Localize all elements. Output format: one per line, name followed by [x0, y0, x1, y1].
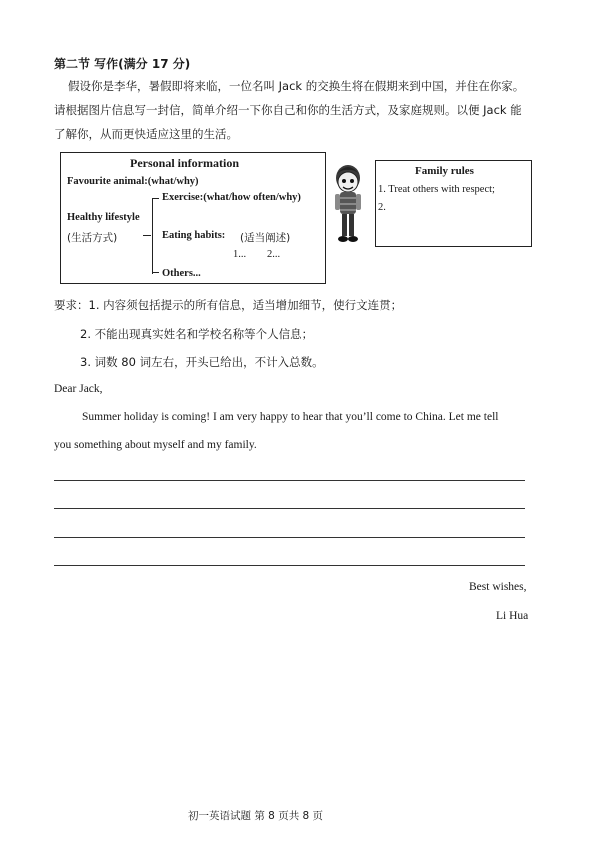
page-footer: 初一英语试题 第 8 页共 8 页	[188, 810, 324, 822]
boy-illustration	[328, 158, 368, 250]
personal-info-title: Personal information	[130, 156, 239, 170]
others-prompt: Others...	[162, 268, 201, 279]
eating-item-2: 2...	[267, 249, 281, 260]
letter-body-line-1: Summer holiday is coming! I am very happy to hear that you’ll come to China. Let me tell	[82, 411, 499, 423]
family-rule-2: 2.	[378, 202, 386, 213]
writing-line[interactable]	[54, 565, 525, 566]
healthy-lifestyle-label: Healthy lifestyle	[67, 212, 140, 223]
favourite-animal-prompt: Favourite animal:(what/why)	[67, 176, 199, 187]
writing-line[interactable]	[54, 537, 525, 538]
healthy-lifestyle-cn-label: (生活方式)	[67, 232, 118, 244]
letter-body-line-2: you something about myself and my family.	[54, 439, 257, 451]
eating-habits-label: Eating habits:	[162, 230, 226, 241]
family-rule-1: 1. Treat others with respect;	[378, 184, 495, 195]
requirement-2: 2. 不能出现真实姓名和学校名称等个人信息；	[80, 327, 314, 341]
exercise-prompt: Exercise:(what/how often/why)	[162, 192, 301, 203]
family-rules-title: Family rules	[415, 165, 474, 177]
lifestyle-bracket	[152, 198, 157, 274]
prompt-line-1: 假设你是李华，暑假即将来临，一位名叫 Jack 的交换生将在假期来到中国，并住在你家。	[68, 79, 525, 93]
eating-item-1: 1...	[233, 249, 247, 260]
section-title: 第二节 写作(满分 17 分)	[54, 57, 191, 71]
letter-signature: Li Hua	[496, 610, 529, 622]
prompt-line-2: 请根据图片信息写一封信，简单介绍一下你自己和你的生活方式，及家庭规则。以便 Jack 能	[54, 103, 522, 117]
letter-closing: Best wishes,	[469, 581, 527, 593]
writing-line[interactable]	[54, 480, 525, 481]
letter-greeting: Dear Jack,	[54, 383, 103, 395]
requirement-1: 要求：1. 内容须包括提示的所有信息，适当增加细节，使行文连贯；	[54, 298, 403, 312]
writing-line[interactable]	[54, 508, 525, 509]
eating-habits-note: (适当阐述)	[240, 232, 291, 244]
requirement-3: 3. 词数 80 词左右，开头已给出，不计入总数。	[80, 355, 324, 369]
prompt-line-3: 了解你，从而更快适应这里的生活。	[54, 127, 238, 141]
